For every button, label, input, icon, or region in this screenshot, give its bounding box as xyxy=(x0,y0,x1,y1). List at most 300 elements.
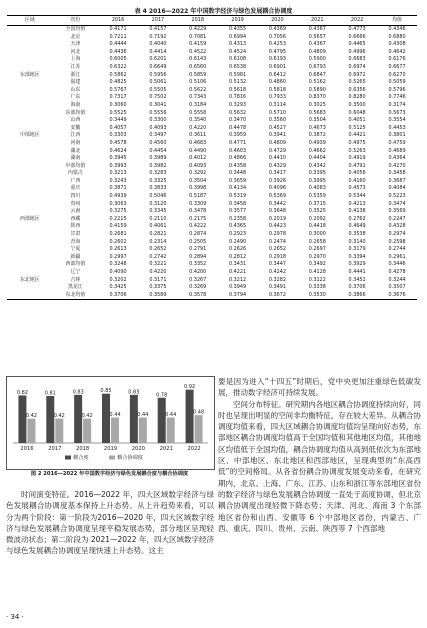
value-cell: 0.4308 xyxy=(388,41,406,48)
data-label: 0.78 xyxy=(156,392,168,399)
value-cell: 0.3282 xyxy=(268,276,286,283)
province-cell: 宁夏 xyxy=(70,246,81,253)
province-cell: 浙江 xyxy=(70,71,81,78)
value-cell: 0.6649 xyxy=(149,63,167,70)
value-cell: 0.4683 xyxy=(189,139,207,146)
value-cell: 0.3063 xyxy=(109,200,127,207)
value-cell: 0.6793 xyxy=(308,63,326,70)
table-row xyxy=(7,208,417,216)
value-cell: 0.4093 xyxy=(149,124,167,131)
value-cell: 0.5558 xyxy=(189,109,207,116)
value-cell: 0.4441 xyxy=(348,269,366,275)
region-cell xyxy=(7,269,53,277)
value-cell: 0.3715 xyxy=(308,200,326,207)
value-cell: 0.4313 xyxy=(229,41,247,48)
value-cell: 0.4689 xyxy=(388,147,406,154)
value-cell: 0.3458 xyxy=(388,170,406,177)
value-cell: 0.4355 xyxy=(229,26,247,32)
region-cell xyxy=(7,193,53,201)
value-cell: 0.5632 xyxy=(229,109,247,116)
value-cell: 0.7343 xyxy=(189,94,207,101)
region-cell xyxy=(7,163,53,171)
value-cell: 0.2821 xyxy=(149,231,167,238)
value-cell: 0.3530 xyxy=(297,292,337,300)
value-cell: 0.4649 xyxy=(348,223,366,230)
value-cell: 0.2652 xyxy=(149,246,167,253)
value-cell: 0.3500 xyxy=(348,101,366,108)
value-cell: 0.4229 xyxy=(189,26,207,32)
bar-coordination xyxy=(27,419,35,443)
value-cell: 0.4624 xyxy=(109,147,127,154)
column-header: 2022 xyxy=(337,16,377,26)
province-cell: 西藏 xyxy=(70,215,81,222)
value-cell: 0.5900 xyxy=(308,56,326,63)
value-cell: 0.5525 xyxy=(109,109,127,116)
value-cell: 0.3352 xyxy=(189,261,207,268)
value-cell: 0.3375 xyxy=(149,284,167,291)
value-cell: 0.3213 xyxy=(109,170,127,177)
province-cell: 东部均值 xyxy=(65,109,86,116)
value-cell: 0.2997 xyxy=(109,253,127,260)
value-cell: 0.3449 xyxy=(109,117,127,124)
province-cell: 山东 xyxy=(70,86,81,93)
value-cell: 0.3959 xyxy=(229,132,247,139)
table-row xyxy=(7,201,417,209)
value-cell: 0.4358 xyxy=(229,162,247,169)
value-cell: 0.4423 xyxy=(268,223,286,230)
value-cell: 0.3442 xyxy=(268,200,286,207)
value-cell: 0.3569 xyxy=(388,208,406,215)
table-row xyxy=(7,64,417,72)
value-cell: 0.4220 xyxy=(149,269,167,275)
column-header: 2018 xyxy=(178,16,218,26)
value-cell: 0.3507 xyxy=(388,284,406,291)
province-cell: 安徽 xyxy=(70,124,81,131)
value-cell: 0.3120 xyxy=(149,200,167,207)
value-cell: 0.4771 xyxy=(229,139,247,146)
value-cell: 0.4160 xyxy=(348,177,366,184)
value-cell: 0.3949 xyxy=(229,284,247,291)
body-text-right-column xyxy=(218,376,421,534)
region-cell xyxy=(7,155,53,163)
region-cell xyxy=(7,117,53,125)
bar-coupling xyxy=(158,398,166,443)
value-cell: 0.6538 xyxy=(229,63,247,70)
value-cell: 0.2505 xyxy=(189,238,207,245)
value-cell: 0.4369 xyxy=(268,26,286,32)
province-cell: 福建 xyxy=(70,79,81,86)
value-cell: 0.7192 xyxy=(149,33,167,40)
table-row xyxy=(7,34,417,42)
province-cell: 上海 xyxy=(70,56,81,63)
legend-label: 耦合度 xyxy=(73,455,89,461)
province-cell: 贵州 xyxy=(70,200,81,207)
body-text-left-column xyxy=(6,489,214,557)
region-cell xyxy=(7,34,53,42)
value-cell: 0.4795 xyxy=(268,48,286,55)
value-cell: 0.4673 xyxy=(308,124,326,131)
value-cell: 0.4809 xyxy=(308,48,326,55)
value-cell: 0.3497 xyxy=(149,132,167,139)
legend-swatch xyxy=(109,456,115,460)
value-cell: 0.4278 xyxy=(388,269,406,275)
value-cell: 0.2697 xyxy=(308,246,326,253)
value-cell: 0.2874 xyxy=(189,231,207,238)
x-tick-label: 2022 xyxy=(187,446,201,452)
value-cell: 0.3672 xyxy=(258,292,298,300)
bar-coupling xyxy=(18,395,26,443)
value-cell: 0.6974 xyxy=(348,63,366,70)
bar-chart xyxy=(6,376,215,470)
value-cell: 0.5359 xyxy=(308,193,326,200)
value-cell: 0.5796 xyxy=(388,86,406,93)
province-cell: 河南 xyxy=(70,139,81,146)
value-cell: 0.4860 xyxy=(268,79,286,86)
province-cell: 东北均值 xyxy=(53,292,99,300)
value-cell: 0.5223 xyxy=(388,193,406,200)
value-cell: 0.3140 xyxy=(348,238,366,245)
table-row xyxy=(7,49,417,57)
value-cell: 0.2918 xyxy=(268,253,286,260)
table-caption: 表 4 2016—2022 年中国数字经济与绿色发展耦合协调度 xyxy=(134,8,293,15)
value-cell: 0.3504 xyxy=(308,117,326,124)
region-cell xyxy=(7,140,53,148)
province-cell: 青海 xyxy=(70,238,81,245)
value-cell: 0.3300 xyxy=(149,117,167,124)
value-cell: 0.3179 xyxy=(348,246,366,253)
value-cell: 0.3926 xyxy=(268,177,286,184)
table-row xyxy=(7,223,417,231)
table-row xyxy=(7,178,417,186)
value-cell: 0.3995 xyxy=(308,177,326,184)
value-cell: 0.5162 xyxy=(308,79,326,86)
value-cell: 0.4159 xyxy=(189,41,207,48)
region-cell xyxy=(7,239,53,247)
value-cell: 0.4171 xyxy=(109,26,127,32)
table-row xyxy=(7,79,417,87)
value-cell: 0.2652 xyxy=(268,246,286,253)
value-cell: 0.5683 xyxy=(308,109,326,116)
value-cell: 0.6143 xyxy=(189,56,207,63)
column-header: 均值 xyxy=(377,16,417,26)
value-cell: 0.6356 xyxy=(348,86,366,93)
value-cell: 0.2019 xyxy=(268,215,286,222)
value-cell: 0.3538 xyxy=(348,231,366,238)
value-cell: 0.6880 xyxy=(388,33,406,40)
region-cell xyxy=(7,223,53,231)
value-cell: 0.2613 xyxy=(109,246,127,253)
table-row xyxy=(7,94,417,102)
value-cell: 0.6847 xyxy=(308,71,326,78)
value-cell: 0.3554 xyxy=(388,117,406,124)
value-cell: 0.4084 xyxy=(388,185,406,192)
value-cell: 0.3395 xyxy=(308,170,326,177)
coupling-table xyxy=(7,15,417,300)
value-cell: 0.3871 xyxy=(109,185,127,192)
value-cell: 0.4527 xyxy=(268,124,286,131)
column-header: 省份 xyxy=(53,16,99,26)
region-cell xyxy=(7,87,53,95)
value-cell: 0.6108 xyxy=(229,56,247,63)
value-cell: 0.7746 xyxy=(388,94,406,101)
value-cell: 0.5618 xyxy=(229,86,247,93)
value-cell: 0.4270 xyxy=(388,162,406,169)
value-cell: 0.3060 xyxy=(109,101,127,108)
value-cell: 0.2215 xyxy=(109,215,127,222)
value-cell: 0.2681 xyxy=(109,231,127,238)
value-cell: 0.6048 xyxy=(348,109,366,116)
table-row xyxy=(7,239,417,247)
table-row xyxy=(7,110,417,118)
value-cell: 0.3998 xyxy=(189,185,207,192)
value-cell: 0.2247 xyxy=(388,215,406,222)
table-row xyxy=(7,185,417,193)
value-cell: 0.4975 xyxy=(348,139,366,146)
value-cell: 0.4573 xyxy=(348,185,366,192)
value-cell: 0.5505 xyxy=(149,86,167,93)
value-cell: 0.6972 xyxy=(348,71,366,78)
province-cell: 甘肃 xyxy=(70,231,81,238)
value-cell: 0.5059 xyxy=(388,79,406,86)
value-cell: 0.4791 xyxy=(348,162,366,169)
value-cell: 0.3275 xyxy=(109,208,127,215)
value-cell: 0.3504 xyxy=(189,177,207,184)
value-cell: 0.3525 xyxy=(308,208,326,215)
value-cell: 0.3982 xyxy=(149,162,167,169)
bar-coordination xyxy=(195,415,203,443)
bar-coordination xyxy=(139,417,147,443)
value-cell: 0.6901 xyxy=(268,63,286,70)
value-cell: 0.5556 xyxy=(149,109,167,116)
value-cell: 0.4465 xyxy=(348,41,366,48)
value-cell: 0.6322 xyxy=(109,63,127,70)
table-row xyxy=(7,155,417,163)
value-cell: 0.3293 xyxy=(229,101,247,108)
value-cell: 0.4213 xyxy=(348,200,366,207)
value-cell: 0.3244 xyxy=(388,276,406,283)
value-cell: 0.4367 xyxy=(308,26,326,32)
region-cell xyxy=(7,110,53,118)
value-cell: 0.3041 xyxy=(149,101,167,108)
value-cell: 0.4642 xyxy=(388,48,406,55)
value-cell: 0.2602 xyxy=(109,238,127,245)
x-tick-label: 2020 xyxy=(131,446,145,452)
value-cell: 0.2744 xyxy=(388,246,406,253)
value-cell: 0.7502 xyxy=(149,94,167,101)
value-cell: 0.3589 xyxy=(138,292,178,300)
data-label: 0.83 xyxy=(128,389,140,396)
value-cell: 0.3267 xyxy=(189,276,207,283)
value-cell: 0.4346 xyxy=(388,26,406,32)
value-cell: 0.2894 xyxy=(189,253,207,260)
value-cell: 0.2974 xyxy=(388,231,406,238)
data-label: 0.92 xyxy=(184,384,196,391)
province-cell: 广西 xyxy=(70,177,81,184)
value-cell: 0.4773 xyxy=(348,26,366,32)
region-cell xyxy=(7,246,53,254)
value-cell: 0.4329 xyxy=(268,162,286,169)
value-cell: 0.4939 xyxy=(308,139,326,146)
data-label: 0.42 xyxy=(53,413,65,420)
value-cell: 0.4578 xyxy=(109,139,127,146)
value-cell: 0.4418 xyxy=(308,223,326,230)
value-cell: 0.4157 xyxy=(149,26,167,32)
value-cell: 0.4825 xyxy=(109,79,127,86)
province-cell: 辽宁 xyxy=(70,269,81,275)
value-cell: 0.4421 xyxy=(348,132,366,139)
value-cell: 0.4012 xyxy=(189,155,207,162)
bar-coordination xyxy=(55,419,63,443)
province-cell: 新疆 xyxy=(70,253,81,260)
region-cell xyxy=(7,26,53,34)
value-cell: 0.5344 xyxy=(348,193,366,200)
value-cell: 0.5859 xyxy=(189,71,207,78)
value-cell: 0.4134 xyxy=(229,185,247,192)
table-row xyxy=(7,117,417,125)
value-cell: 0.3174 xyxy=(388,101,406,108)
region-cell xyxy=(7,208,53,216)
legend-label: 耦合协调度 xyxy=(117,455,143,461)
value-cell: 0.2175 xyxy=(189,215,207,222)
bar-coupling xyxy=(102,394,110,443)
value-cell: 0.4490 xyxy=(189,147,207,154)
region-cell: 东北地区 xyxy=(19,276,40,283)
paragraph: 要是因为进入“十四五”时期后，党中央更加注重绿色低碳发展，推动数字经济可持续发展。 xyxy=(218,377,421,398)
value-cell: 0.6666 xyxy=(348,33,366,40)
value-cell: 0.4051 xyxy=(348,117,366,124)
value-cell: 0.4444 xyxy=(109,41,127,48)
value-cell: 0.4524 xyxy=(229,48,247,55)
value-cell: 0.3706 xyxy=(98,292,138,300)
value-cell: 0.3491 xyxy=(268,284,286,291)
value-cell: 0.3171 xyxy=(149,276,167,283)
region-cell xyxy=(7,178,53,186)
value-cell: 0.6683 xyxy=(348,56,366,63)
value-cell: 0.6677 xyxy=(388,63,406,70)
region-cell xyxy=(7,201,53,209)
value-cell: 0.3345 xyxy=(149,208,167,215)
value-cell: 0.6193 xyxy=(268,56,286,63)
value-cell: 0.4410 xyxy=(268,155,286,162)
value-cell: 0.3540 xyxy=(189,117,207,124)
value-cell: 0.3448 xyxy=(229,170,247,177)
value-cell: 0.3243 xyxy=(109,177,127,184)
value-cell: 0.3945 xyxy=(109,155,127,162)
value-cell: 0.6270 xyxy=(388,71,406,78)
value-cell: 0.4919 xyxy=(348,155,366,162)
value-cell: 0.3425 xyxy=(109,284,127,291)
value-cell: 0.3303 xyxy=(109,132,127,139)
value-cell: 0.2978 xyxy=(268,231,286,238)
value-cell: 0.6005 xyxy=(109,56,127,63)
table-body xyxy=(7,26,417,300)
bar-coordination xyxy=(83,419,91,443)
value-cell: 0.5673 xyxy=(388,109,406,116)
value-cell: 0.3687 xyxy=(388,177,406,184)
region-cell xyxy=(7,292,53,300)
value-cell: 0.2742 xyxy=(149,253,167,260)
region-cell xyxy=(7,79,53,87)
province-cell: 云南 xyxy=(70,208,81,215)
value-cell: 0.6412 xyxy=(268,71,286,78)
value-cell: 0.2110 xyxy=(149,215,167,222)
province-cell: 全国均值 xyxy=(65,26,86,32)
table-row xyxy=(7,284,417,292)
value-cell: 0.6994 xyxy=(229,33,247,40)
province-cell: 河北 xyxy=(70,48,81,55)
table-row xyxy=(7,269,417,277)
value-cell: 0.5369 xyxy=(268,193,286,200)
data-label: 0.85 xyxy=(100,388,112,395)
value-cell: 0.3578 xyxy=(178,292,218,300)
province-cell: 黑龙江 xyxy=(68,284,83,291)
region-cell: 中部地区 xyxy=(19,132,40,139)
value-cell: 0.2762 xyxy=(348,215,366,222)
region-cell: 东部地区 xyxy=(19,71,40,78)
table-row xyxy=(7,231,417,239)
table-row xyxy=(7,132,417,140)
value-cell: 0.8370 xyxy=(308,94,326,101)
data-label: 0.44 xyxy=(137,411,149,418)
value-cell: 0.3431 xyxy=(229,261,247,268)
table-row xyxy=(7,125,417,133)
region-cell xyxy=(7,102,53,110)
value-cell: 0.4662 xyxy=(308,147,326,154)
value-cell: 0.4560 xyxy=(149,139,167,146)
province-cell: 江西 xyxy=(70,132,81,139)
data-label: 0.48 xyxy=(193,409,205,416)
table-row xyxy=(7,41,417,49)
value-cell: 0.2791 xyxy=(189,246,207,253)
bar-coupling xyxy=(186,390,194,443)
value-cell: 0.3492 xyxy=(308,261,326,268)
value-cell: 0.6201 xyxy=(149,56,167,63)
value-cell: 0.3114 xyxy=(268,101,286,108)
region-cell xyxy=(7,148,53,156)
value-cell: 0.3676 xyxy=(377,292,417,300)
table-header-row xyxy=(7,16,417,26)
value-cell: 0.4367 xyxy=(308,41,326,48)
value-cell: 0.3458 xyxy=(229,200,247,207)
value-cell: 0.3648 xyxy=(268,208,286,215)
data-label: 0.42 xyxy=(25,413,37,420)
value-cell: 0.7317 xyxy=(109,94,127,101)
value-cell: 0.7211 xyxy=(109,33,127,40)
region-cell xyxy=(7,254,53,262)
x-tick-label: 2019 xyxy=(103,446,118,452)
value-cell: 0.2092 xyxy=(308,215,326,222)
province-cell: 山西 xyxy=(70,117,81,124)
value-cell: 0.3394 xyxy=(348,253,366,260)
value-cell: 0.2961 xyxy=(388,253,406,260)
value-cell: 0.4056 xyxy=(348,170,366,177)
value-cell: 0.4478 xyxy=(229,124,247,131)
value-cell: 0.2970 xyxy=(308,253,326,260)
table-row xyxy=(7,148,417,156)
value-cell: 0.4866 xyxy=(229,155,247,162)
value-cell: 0.3122 xyxy=(308,276,326,283)
value-cell: 0.7933 xyxy=(268,94,286,101)
value-cell: 0.5890 xyxy=(308,86,326,93)
value-cell: 0.3929 xyxy=(348,261,366,268)
table-row xyxy=(7,216,417,224)
value-cell: 0.3000 xyxy=(308,231,326,238)
value-cell: 0.3283 xyxy=(149,170,167,177)
value-cell: 0.3338 xyxy=(308,284,326,291)
value-cell: 0.2358 xyxy=(229,215,247,222)
value-cell: 0.3221 xyxy=(149,261,167,268)
value-cell: 0.5125 xyxy=(348,124,366,131)
